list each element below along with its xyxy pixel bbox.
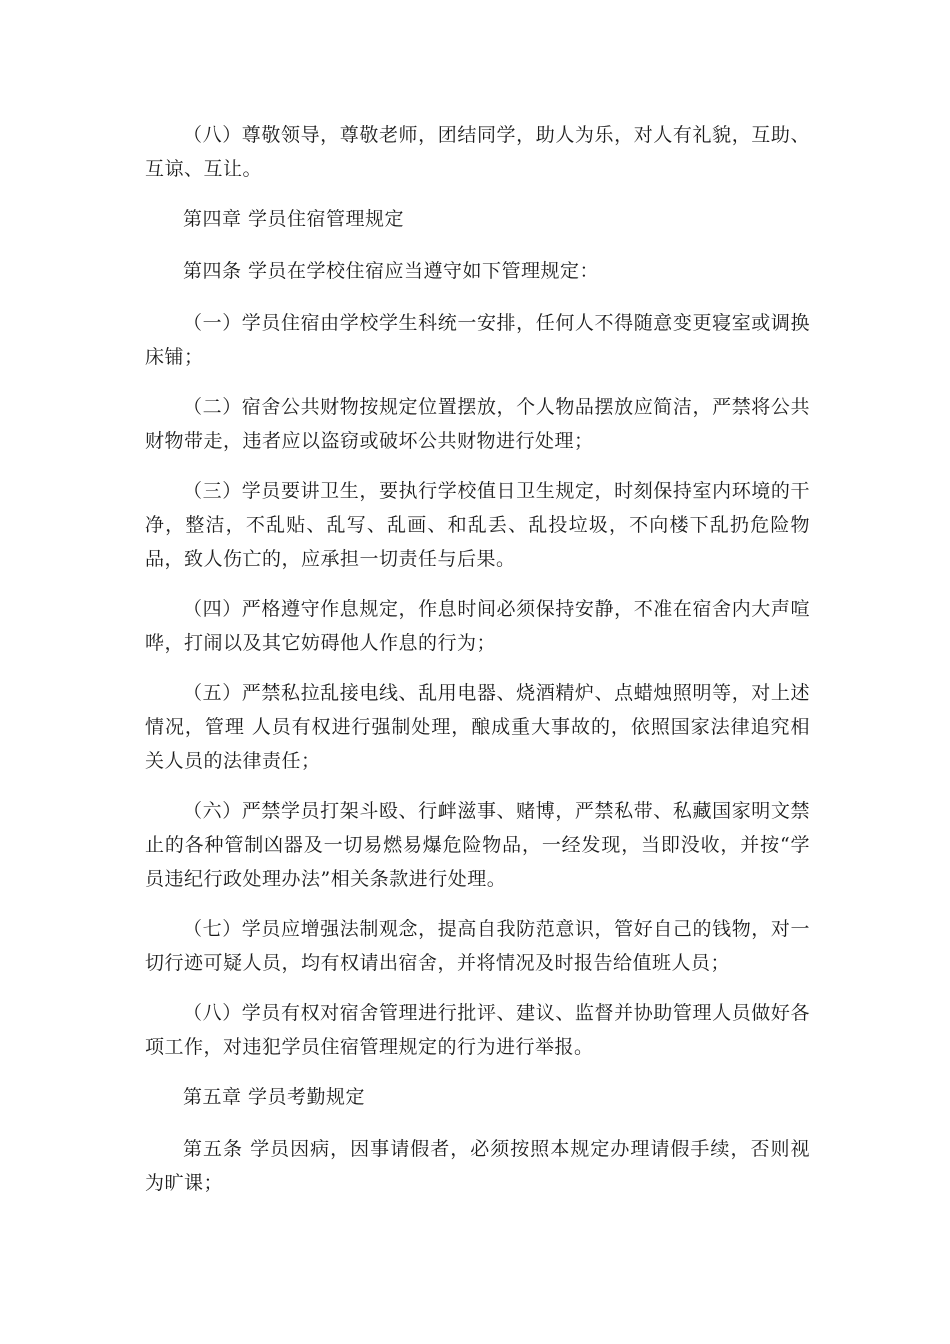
clause-2: （二）宿舍公共财物按规定位置摆放，个人物品摆放应简洁，严禁将公共财物带走，违者应以盗窃或破坏公共财物进行处理；: [145, 396, 810, 452]
chapter-heading-5: 第五章 学员考勤规定: [183, 1086, 366, 1108]
document-body: [145, 118, 810, 1216]
clause-respect: （八）尊敬领导，尊敬老师，团结同学，助人为乐，对人有礼貌，互助、互谅、互让。: [145, 124, 810, 180]
clause-5: （五）严禁私拉乱接电线、乱用电器、烧酒精炉、点蜡烛照明等，对上述情况，管理 人员有权进行强制处理，酿成重大事故的，依照国家法律追究相关人员的法律责任；: [145, 682, 810, 772]
article-5: 第五条 学员因病，因事请假者，必须按照本规定办理请假手续，否则视为旷课；: [145, 1138, 810, 1194]
clause-7: （七）学员应增强法制观念，提高自我防范意识，管好自己的钱物，对一切行迹可疑人员，均有权请出宿舍，并将情况及时报告给值班人员；: [145, 918, 810, 974]
clause-8: （八）学员有权对宿舍管理进行批评、建议、监督并协助管理人员做好各项工作，对违犯学员住宿管理规定的行为进行举报。: [145, 1002, 810, 1058]
clause-3: （三）学员要讲卫生，要执行学校值日卫生规定，时刻保持室内环境的干净，整洁，不乱贴、乱写、乱画、和乱丢、乱投垃圾，不向楼下乱扔危险物品，致人伤亡的，应承担一切责任与后果。: [145, 480, 810, 570]
clause-1: （一）学员住宿由学校学生科统一安排，任何人不得随意变更寝室或调换床铺；: [145, 312, 810, 368]
chapter-heading-4: 第四章 学员住宿管理规定: [183, 208, 405, 230]
clause-6: （六）严禁学员打架斗殴、行衅滋事、赌博，严禁私带、私藏国家明文禁止的各种管制凶器及一切易燃易爆危险物品，一经发现，当即没收，并按“学员违纪行政处理办法”相关条款进行处理。: [145, 800, 810, 890]
article-heading-4: 第四条 学员在学校住宿应当遵守如下管理规定：: [183, 260, 600, 282]
clause-4: （四）严格遵守作息规定，作息时间必须保持安静，不准在宿舍内大声喧哗，打闹以及其它妨碍他人作息的行为；: [145, 598, 810, 654]
